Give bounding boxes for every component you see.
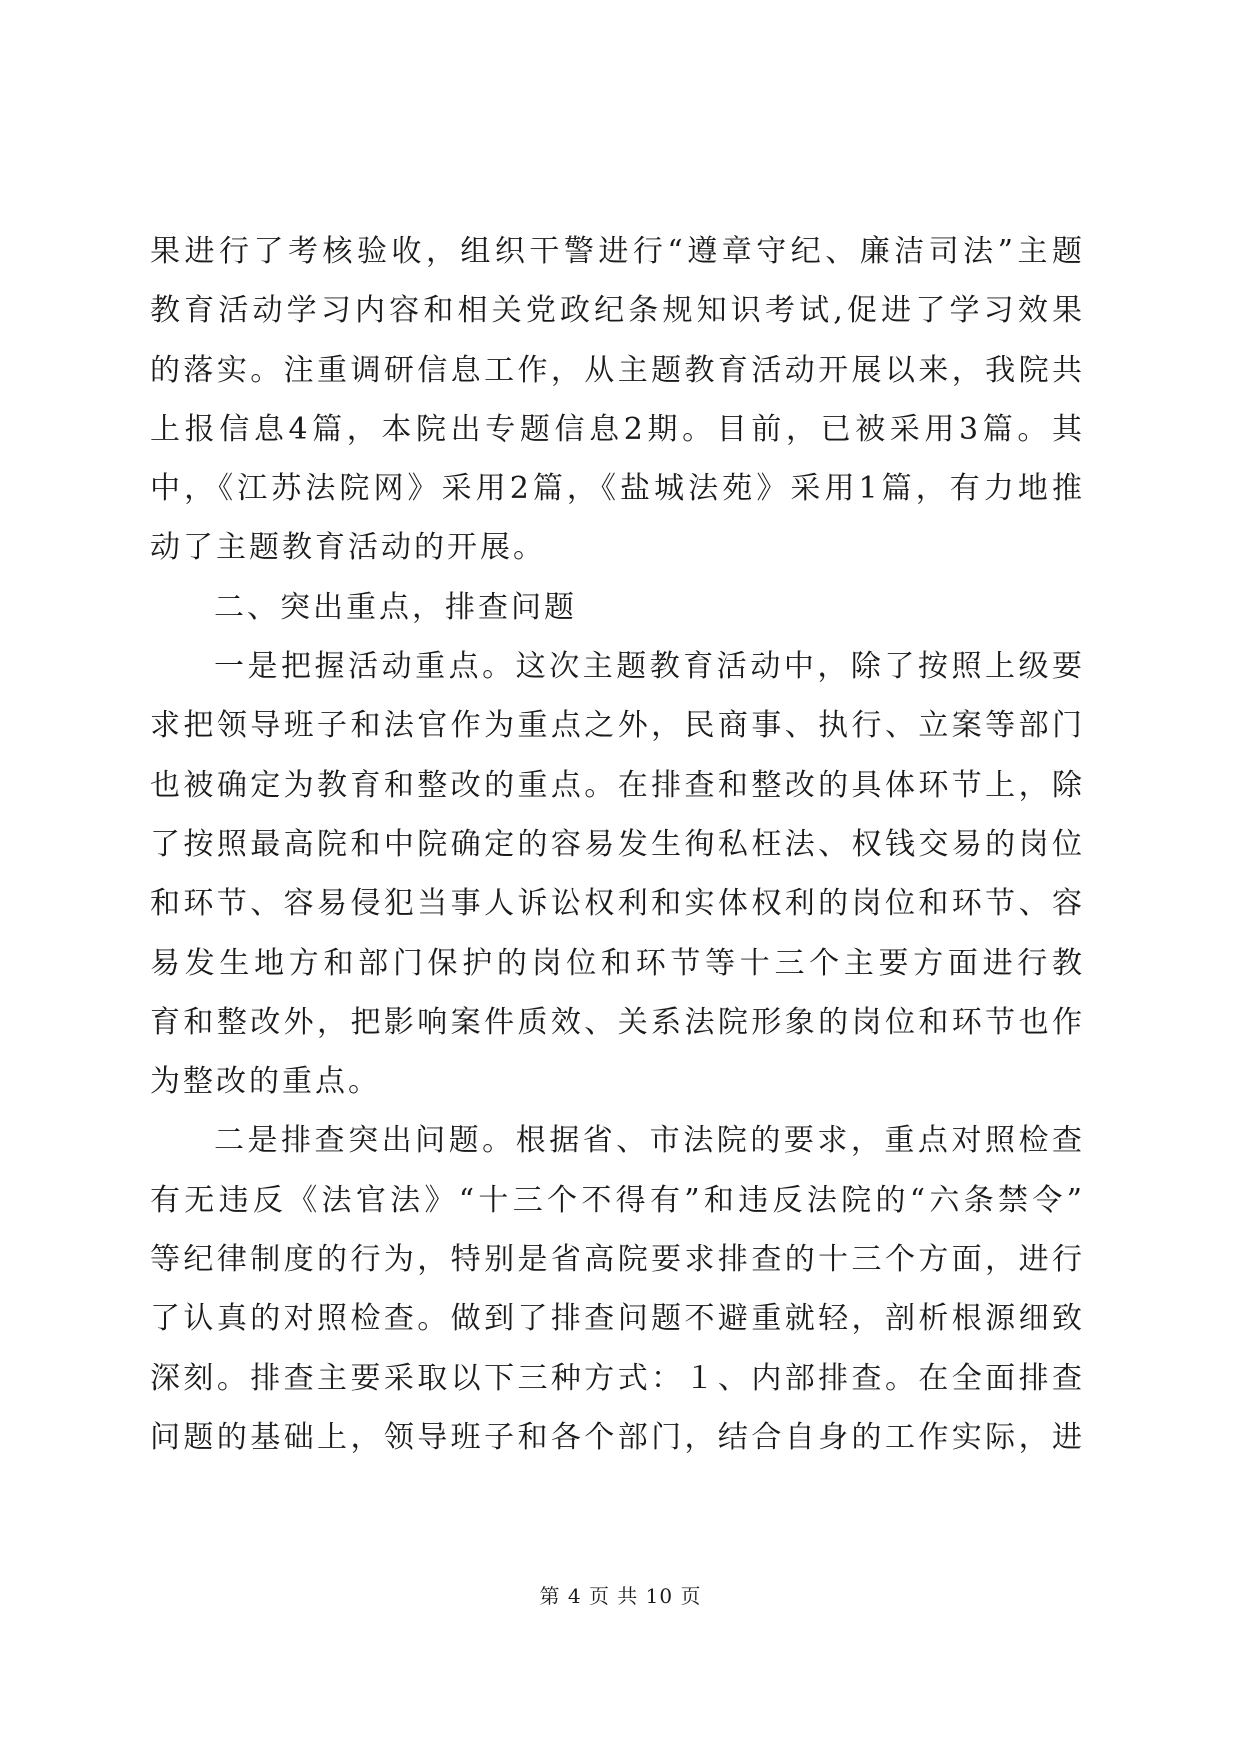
document-body: [150, 222, 1085, 1467]
text-line: 为整改的重点。: [150, 1064, 381, 1100]
text-line: 深刻。排查主要采取以下三种方式：１、内部排查。在全面排查: [150, 1360, 1085, 1396]
text-line: 有无违反《法官法》“十三个不得有”和违反法院的“六条禁令”: [150, 1182, 1085, 1218]
text-line: 等纪律制度的行为，特别是省高院要求排查的十三个方面，进行: [150, 1242, 1085, 1278]
text-line: 问题的基础上，领导班子和各个部门，结合自身的工作实际，进: [150, 1419, 1085, 1455]
text-line: 二是排查突出问题。根据省、市法院的要求，重点对照检查: [214, 1123, 1085, 1159]
page-footer: 第 4 页 共 10 页: [539, 1584, 702, 1608]
text-line: 中，《江苏法院网》采用2篇，《盐城法苑》采用1篇，有力地推: [150, 471, 1085, 507]
text-line: 和环节、容易侵犯当事人诉讼权利和实体权利的岗位和环节、容: [150, 886, 1085, 922]
text-line: 了按照最高院和中院确定的容易发生徇私枉法、权钱交易的岗位: [150, 826, 1085, 862]
text-line: 求把领导班子和法官作为重点之外，民商事、执行、立案等部门: [150, 708, 1085, 744]
text-line: 二、突出重点，排查问题: [214, 589, 577, 625]
text-line: 也被确定为教育和整改的重点。在排查和整改的具体环节上，除: [150, 767, 1085, 803]
text-line: 的落实。注重调研信息工作，从主题教育活动开展以来，我院共: [150, 352, 1085, 388]
text-line: 育和整改外，把影响案件质效、关系法院形象的岗位和环节也作: [150, 1004, 1085, 1040]
text-line: 了认真的对照检查。做到了排查问题不避重就轻，剖析根源细致: [150, 1301, 1085, 1337]
text-line: 动了主题教育活动的开展。: [150, 530, 546, 566]
text-line: 易发生地方和部门保护的岗位和环节等十三个主要方面进行教: [150, 945, 1085, 981]
text-line: 果进行了考核验收，组织干警进行“遵章守纪、廉洁司法”主题: [150, 234, 1085, 269]
text-line: 上报信息4篇，本院出专题信息2期。目前，已被采用3篇。其: [150, 411, 1085, 447]
text-line: 教育活动学习内容和相关党政纪条规知识考试,促进了学习效果: [150, 293, 1085, 329]
text-line: 一是把握活动重点。这次主题教育活动中，除了按照上级要: [214, 649, 1085, 685]
